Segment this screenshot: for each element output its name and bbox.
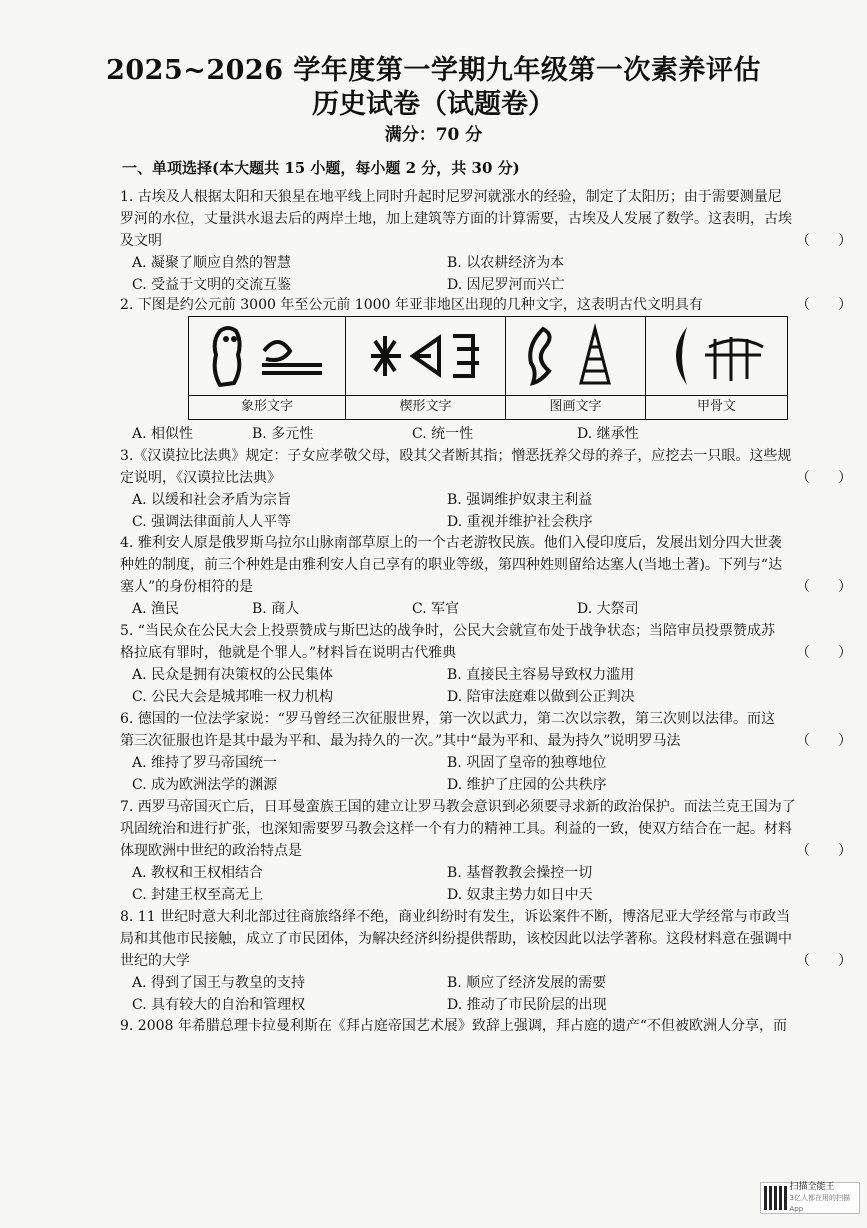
question-text: 第三次征服也许是其中最为平和、最为持久的一次。”其中“最为平和、最为持久”说明罗马法 xyxy=(120,733,681,749)
option-b: B. 直接民主容易导致权力滥用 xyxy=(447,667,635,683)
option-a: A. 教权和王权相结合 xyxy=(132,865,264,881)
exam-subtitle: 历史试卷（试题卷） xyxy=(312,89,555,120)
option-d: D. 维护了庄园的公共秩序 xyxy=(447,777,607,793)
cuneiform-icon xyxy=(346,317,506,395)
option-c: C. 统一性 xyxy=(412,426,474,442)
question-text: 1. 古埃及人根据太阳和天狼星在地平线上同时升起时尼罗河就涨水的经验，制定了太阳历；由于需要测量尼 xyxy=(120,189,782,205)
question-text: 定说明，《汉谟拉比法典》 xyxy=(120,470,281,486)
question-8 xyxy=(120,906,852,1016)
option-b: B. 顺应了经济发展的需要 xyxy=(447,975,607,991)
option-b: B. 以农耕经济为本 xyxy=(447,255,565,271)
question-text: 4. 雅利安人原是俄罗斯乌拉尔山脉南部草原上的一个古老游牧民族。他们入侵印度后，发展出划分四大世袭 xyxy=(120,535,782,551)
option-b: B. 商人 xyxy=(252,601,300,617)
question-text: 7. 西罗马帝国灭亡后，日耳曼蛮族王国的建立让罗马教会意识到必须要寻求新的政治保护。而法兰克王国为了 xyxy=(120,799,796,815)
question-4 xyxy=(120,532,852,620)
question-text: 6. 德国的一位法学家说：“罗马曾经三次征服世界，第一次以武力，第二次以宗教，第三次则以法律。而这 xyxy=(120,711,775,727)
question-text: 8. 11 世纪时意大利北部过往商旅络绎不绝，商业纠纷时有发生，诉讼案件不断，博洛尼亚大学经常与市政当 xyxy=(120,909,791,925)
answer-bracket: （ ） xyxy=(796,733,852,749)
option-d: D. 推动了市民阶层的出现 xyxy=(447,997,607,1013)
exam-title: 2025~2026 学年度第一学期九年级第一次素养评估 xyxy=(106,55,761,86)
option-c: C. 受益于文明的交流互鉴 xyxy=(132,277,292,293)
question-1 xyxy=(120,186,852,296)
script-label: 甲骨文 xyxy=(646,395,787,419)
option-c: C. 封建王权至高无上 xyxy=(132,887,264,903)
question-text: 2. 下图是约公元前 3000 年至公元前 1000 年亚非地区出现的几种文字，这表明古代文明具有 xyxy=(120,297,703,313)
option-a: A. 得到了国王与教皇的支持 xyxy=(132,975,306,991)
question-6 xyxy=(120,708,852,796)
qr-code-icon xyxy=(764,1186,787,1210)
question-text: 及文明 xyxy=(120,233,162,249)
question-9 xyxy=(120,1015,852,1037)
option-a: A. 以缓和社会矛盾为宗旨 xyxy=(132,492,292,508)
option-b: B. 强调维护奴隶主利益 xyxy=(447,492,593,508)
option-d: D. 奴隶主势力如日中天 xyxy=(447,887,593,903)
script-label: 楔形文字 xyxy=(346,395,506,419)
ancient-scripts-table xyxy=(188,316,788,420)
question-text: 3.《汉谟拉比法典》规定：子女应孝敬父母，殴其父者断其指；憎恶抚养父母的养子，应挖去一只眼。这些规 xyxy=(120,448,792,464)
question-text: 局和其他市民接触，成立了市民团体，为解决经济纠纷提供帮助，该校因此以法学著称。这段材料意在强调中 xyxy=(120,931,792,947)
question-text: 体现欧洲中世纪的政治特点是 xyxy=(120,843,302,859)
answer-bracket: （ ） xyxy=(796,843,852,859)
question-2-options xyxy=(120,423,852,445)
option-d: D. 继承性 xyxy=(577,426,639,442)
question-text: 格拉底有罪时，他就是个罪人。”材料旨在说明古代雅典 xyxy=(120,645,457,661)
option-c: C. 具有较大的自治和管理权 xyxy=(132,997,306,1013)
question-text: 塞人”的身份相符的是 xyxy=(120,579,254,595)
answer-bracket: （ ） xyxy=(796,297,852,313)
question-text: 9. 2008 年希腊总理卡拉曼利斯在《拜占庭帝国艺术展》致辞上强调，拜占庭的遗产“不但被欧洲人分享，而 xyxy=(120,1018,788,1034)
question-3 xyxy=(120,445,852,533)
owl-hieroglyph-icon xyxy=(189,317,346,395)
option-d: D. 重视并维护社会秩序 xyxy=(447,514,593,530)
question-7 xyxy=(120,796,852,906)
question-text: 巩固统治和进行扩张，也深知需要罗马教会这样一个有力的精神工具。利益的一致，使双方结合在一起。材料 xyxy=(120,821,792,837)
script-label: 图画文字 xyxy=(506,395,646,419)
option-c: C. 强调法律面前人人平等 xyxy=(132,514,292,530)
answer-bracket: （ ） xyxy=(796,645,852,661)
pictograph-icon xyxy=(506,317,646,395)
option-a: A. 相似性 xyxy=(132,426,194,442)
answer-bracket: （ ） xyxy=(796,579,852,595)
option-a: A. 渔民 xyxy=(132,601,180,617)
option-b: B. 巩固了皇帝的独尊地位 xyxy=(447,755,607,771)
question-5 xyxy=(120,620,852,708)
full-score: 满分：70 分 xyxy=(384,125,483,145)
option-d: D. 大祭司 xyxy=(577,601,639,617)
option-a: A. 凝聚了顺应自然的智慧 xyxy=(132,255,292,271)
oracle-bone-icon xyxy=(646,317,787,395)
option-a: A. 维持了罗马帝国统一 xyxy=(132,755,278,771)
question-text: 5. “当民众在公民大会上投票赞成与斯巴达的战争时，公民大会就宣布处于战争状态；当陪审员投票赞成苏 xyxy=(120,623,775,639)
option-c: C. 公民大会是城邦唯一权力机构 xyxy=(132,689,334,705)
question-text: 世纪的大学 xyxy=(120,953,190,969)
option-a: A. 民众是拥有决策权的公民集体 xyxy=(132,667,334,683)
answer-bracket: （ ） xyxy=(796,233,852,249)
option-d: D. 陪审法庭难以做到公正判决 xyxy=(447,689,635,705)
script-label: 象形文字 xyxy=(189,395,346,419)
section-heading: 一、单项选择(本大题共 15 小题，每小题 2 分，共 30 分) xyxy=(122,159,520,177)
option-c: C. 成为欧洲法学的渊源 xyxy=(132,777,278,793)
option-d: D. 因尼罗河而兴亡 xyxy=(447,277,565,293)
scanner-tagline: 3亿人都在用的扫描App xyxy=(789,1193,850,1213)
question-2 xyxy=(120,294,852,316)
answer-bracket: （ ） xyxy=(796,953,852,969)
option-b: B. 基督教教会操控一切 xyxy=(447,865,593,881)
question-text: 种姓的制度，前三个种姓是由雅利安人自己享有的职业等级，第四种姓则留给达塞人(当地土著)。下列与“达 xyxy=(120,557,783,573)
scanner-watermark xyxy=(760,1182,860,1214)
scanner-brand: 扫描全能王 xyxy=(789,1181,835,1192)
option-b: B. 多元性 xyxy=(252,426,314,442)
question-text: 罗河的水位，丈量洪水退去后的两岸土地，加上建筑等方面的计算需要，古埃及人发展了数学。这表明，古埃 xyxy=(120,211,792,227)
answer-bracket: （ ） xyxy=(796,470,852,486)
option-c: C. 军官 xyxy=(412,601,460,617)
